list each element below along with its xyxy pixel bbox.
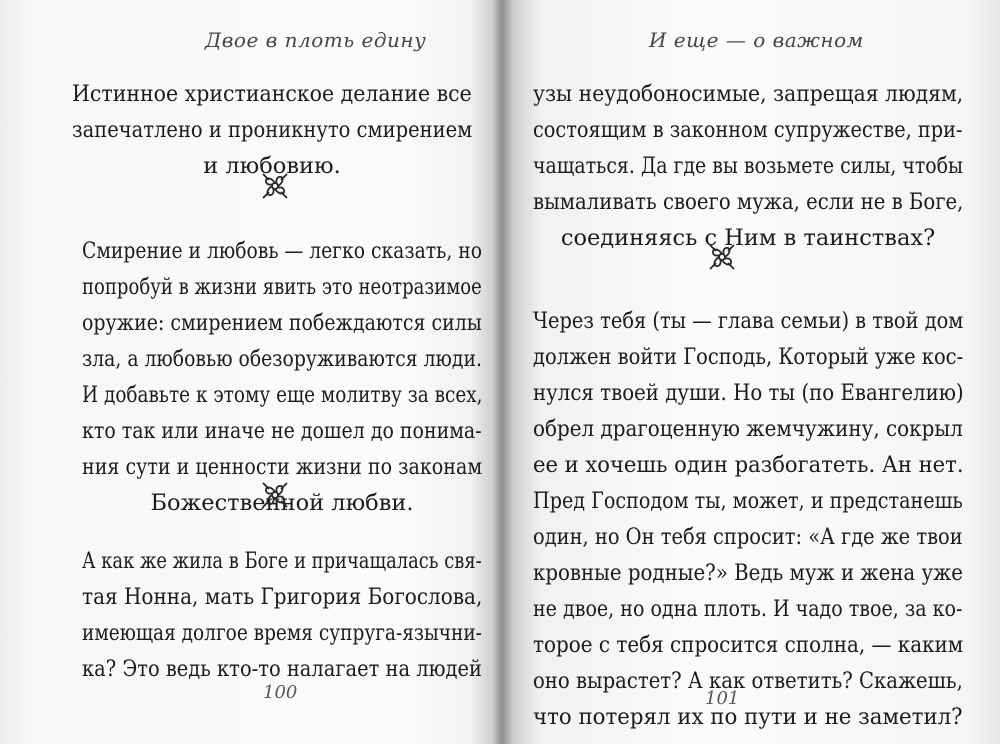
text-line: вымаливать своего мужа, если не в Боге, — [533, 189, 964, 215]
text-line: Божественной любви. — [150, 490, 414, 516]
text-line: состоящим в законном супружестве, при- — [533, 117, 963, 143]
right-paragraph-1 — [533, 76, 963, 256]
text-line: и любовию. — [203, 153, 341, 179]
text-line: Через тебя (ты — глава семьи) в твой дом — [533, 308, 964, 334]
text-line: ее и хочешь один разбогатеть. Ан нет. — [533, 452, 964, 478]
text-line: оно вырастет? А как ответить? Скажешь, — [533, 668, 963, 694]
text-line: торое с тебя спросится сполна, — каким — [533, 632, 964, 658]
text-line: зла, а любовью обезоруживаются люди. — [82, 346, 482, 372]
text-line: ния сути и ценности жизни по законам — [82, 454, 483, 480]
text-line: кровные родные?» Ведь муж и жена уже — [533, 560, 963, 586]
text-line: имеющая долгое время супруга-язычни- — [82, 620, 482, 646]
ornament-icon — [258, 169, 292, 203]
text-line: ка? Это ведь кто-то налагает на людей — [82, 656, 482, 682]
right-paragraph-2 — [533, 303, 963, 735]
text-line: Смирение и любовь — легко сказать, но — [82, 238, 483, 264]
text-line: попробуй в жизни явить это неотразимое — [82, 274, 482, 300]
text-line: должен войти Господь, Который уже кос- — [533, 344, 964, 370]
text-line: кто так или иначе не дошел до понима- — [82, 418, 482, 444]
left-paragraph-3 — [82, 543, 482, 687]
text-line: оружие: смирением побеждаются силы — [82, 310, 482, 336]
right-page — [500, 0, 1000, 744]
text-line: А как же жила в Боге и причащалась свя- — [82, 548, 482, 574]
ornament-icon — [258, 478, 292, 512]
page-number: 100 — [263, 682, 298, 703]
text-line: соединяясь с Ним в таинствах? — [560, 225, 936, 251]
left-running-header: Двое в плоть едину — [205, 28, 427, 52]
text-line: один, но Он тебя спросит: «А где же твои — [533, 524, 963, 550]
text-line: запечатлено и проникнуто смирением — [72, 117, 473, 143]
text-line: нулся твоей души. Но ты (по Евангелию) — [533, 380, 964, 406]
page-number: 101 — [705, 688, 740, 709]
text-line: не двое, но одна плоть. И чадо твое, за ко- — [533, 596, 963, 622]
text-line: чащаться. Да где вы возьмете силы, чтобы — [533, 153, 964, 179]
text-line: что потерял их по пути и не заметил? — [533, 704, 963, 730]
text-line: тая Нонна, мать Григория Богослова, — [82, 584, 483, 610]
left-paragraph-1 — [72, 76, 472, 184]
text-line: обрел драгоценную жемчужину, сокрыл — [533, 416, 963, 442]
text-line: Пред Господом ты, может, и предстанешь — [533, 488, 963, 514]
text-line: И добавьте к этому еще молитву за всех, — [82, 382, 483, 408]
text-line: Истинное христианское делание все — [72, 81, 472, 107]
text-line: узы неудобоносимые, запрещая людям, — [533, 81, 964, 107]
right-running-header: И еще — о важном — [649, 28, 864, 52]
ornament-icon — [705, 240, 739, 274]
